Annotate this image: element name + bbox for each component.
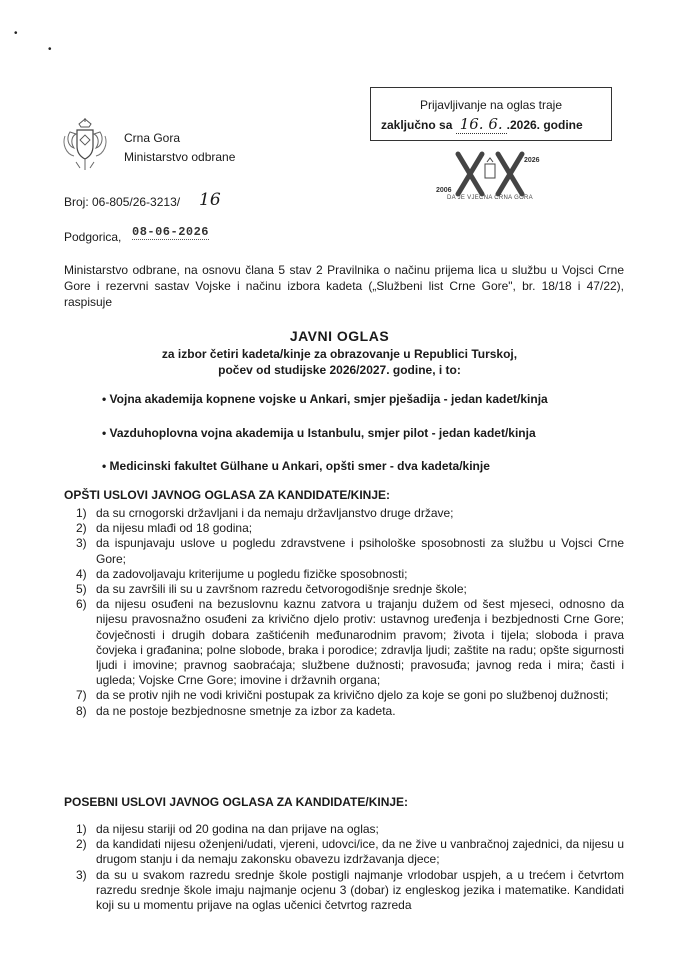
item-text: da ne postoje bezbjednosne smetnje za izbor za kadeta. xyxy=(96,703,396,718)
deadline-handwritten-date: 16. 6. xyxy=(456,115,507,134)
ministry-name: Ministarstvo odbrane xyxy=(124,150,236,164)
position-item: • Vojna akademija kopnene vojske u Ankari, smjer pješadija - jedan kadet/kinja xyxy=(102,392,548,406)
item-number: 2) xyxy=(76,521,87,536)
general-conditions-heading: OPŠTI USLOVI JAVNOG OGLASA ZA KANDIDATE/KINJE: xyxy=(64,488,391,502)
item-number: 2) xyxy=(76,837,87,852)
anniversary-logo xyxy=(420,150,560,210)
item-text: da nijesu osuđeni na bezuslovnu kaznu zatvora u trajanju dužem od šest mjeseci, odnosno da nijesu pravosnažno osuđeni za krivično djelo protiv: ustavnog uređenja i bezbjednosti Crne Gore; čovječnosti i drugih dobara zaštićenih međunarodnim pravom; života i tijela; sloboda i prava čovjeka i građanina; polne slobode, braka i porodice; zdravlja ljudi; zaštite na radu; opšte sigurnosti ljudi i imovine; pravnog saobraćaja; službene dužnosti; pravosuđa; javnog reda i mira; časti i ugleda; Vojske Crne Gore; imovine i državnih organa; xyxy=(96,597,624,688)
special-conditions-list xyxy=(76,822,624,913)
list-item xyxy=(76,506,624,521)
item-text: da su crnogorski državljani i da nemaju državljanstvo druge države; xyxy=(96,506,454,520)
item-number: 6) xyxy=(76,597,87,612)
item-text: da zadovoljavaju kriterijume u pogledu fizičke sposobnosti; xyxy=(96,566,408,581)
country-name: Crna Gora xyxy=(124,131,181,145)
place-label: Podgorica, xyxy=(64,230,122,244)
list-item xyxy=(76,688,624,703)
deadline-box xyxy=(370,87,612,141)
item-text: da ispunjavaju uslove u pogledu zdravstvene i psihološke sposobnosti za službu u Vojsci Crne Gore; xyxy=(96,536,624,566)
list-item xyxy=(76,822,624,837)
deadline-line: Prijavljivanje na oglas traje xyxy=(419,98,563,112)
item-text: da nijesu mlađi od 18 godina; xyxy=(96,521,253,536)
item-number: 3) xyxy=(76,867,87,882)
list-item xyxy=(76,536,624,566)
document-title: JAVNI OGLAS xyxy=(289,328,390,344)
item-number: 8) xyxy=(76,703,87,718)
item-number: 4) xyxy=(76,566,87,581)
deadline-date-line xyxy=(381,115,611,133)
list-item xyxy=(76,868,624,914)
item-text: da se protiv njih ne vodi krivični postupak za krivično djelo za koje se goni po službenoj dužnosti; xyxy=(96,688,609,703)
position-item: • Medicinski fakultet Gülhane u Ankari, opšti smer - dva kadeta/kinje xyxy=(102,459,490,473)
list-item xyxy=(76,567,624,582)
deadline-prefix: zaključno sa xyxy=(381,118,453,132)
scan-mark: • xyxy=(14,28,18,39)
document-number: Broj: 06-805/26-3213/ xyxy=(64,195,181,209)
coat-of-arms-icon xyxy=(62,118,108,172)
document-subtitle: za izbor četiri kadeta/kinje za obrazovanje u Republici Turskoj, xyxy=(161,347,518,361)
logo-caption: DA JE VJEČNA CRNA GORA xyxy=(447,195,533,201)
item-text: da nijesu stariji od 20 godina na dan prijave na oglas; xyxy=(96,822,379,836)
intro-paragraph: Ministarstvo odbrane, na osnovu člana 5 stav 2 Pravilnika o načinu prijema lica u službu u Vojsci Crne Gore i rezervni sastav Vojske i načinu izbora kadeta („Službeni list Crne Gore", br. 18/18 i 47/22), raspisuje xyxy=(64,263,624,309)
list-item xyxy=(76,704,624,719)
item-text: da kandidati nijesu oženjeni/udati, vjereni, udovci/ice, da ne žive u vanbračnoj zajednici, da nijesu u drugom stanju i da nemaju zakonsku obavezu izdržavanja djece; xyxy=(96,837,624,867)
logo-year-left: 2006 xyxy=(436,187,452,194)
item-number: 1) xyxy=(76,822,87,836)
item-number: 3) xyxy=(76,536,87,551)
item-number: 7) xyxy=(76,688,87,703)
list-item xyxy=(76,582,624,597)
list-item xyxy=(76,597,624,688)
date-stamp: 08-06-2026 xyxy=(132,225,210,239)
logo-year-right: 2026 xyxy=(524,157,540,164)
document-number-handwritten: 16 xyxy=(199,190,221,210)
item-number: 5) xyxy=(76,582,87,597)
special-conditions-heading: POSEBNI USLOVI JAVNOG OGLASA ZA KANDIDATE/KINJE: xyxy=(64,795,409,809)
list-item xyxy=(76,837,624,867)
item-text: da su završili ili su u završnom razredu četvorogodišnje srednje škole; xyxy=(96,582,467,597)
deadline-suffix: .2026. godine xyxy=(506,118,583,132)
item-text: da su u svakom razredu srednje škole postigli najmanje vrlodobar uspjeh, a u trećem i četvrtom razredu srednje škole imaju najmanje ocjenu 3 (dobar) iz engleskog jezika i matematike. Kandidati koji su u momentu prijave na oglas učenici četvrtog razreda xyxy=(96,867,624,913)
scan-mark: • xyxy=(48,44,52,55)
general-conditions-list xyxy=(76,506,624,719)
list-item xyxy=(76,521,624,536)
item-number: 1) xyxy=(76,506,87,520)
document-subtitle: počev od studijske 2026/2027. godine, i to: xyxy=(218,363,461,377)
position-item: • Vazduhoplovna vojna akademija u Istanbulu, smjer pilot - jedan kadet/kinja xyxy=(102,426,536,440)
